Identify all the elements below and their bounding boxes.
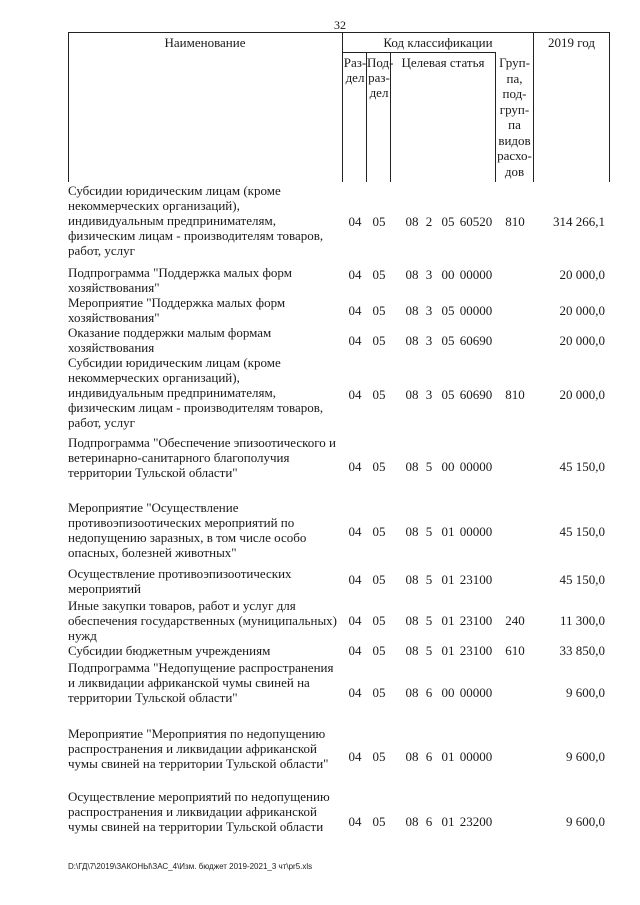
row-target-event: 01 <box>441 814 455 829</box>
row-sum: 11 300,0 <box>559 613 605 628</box>
row-sum: 45 150,0 <box>559 459 605 474</box>
row-target-program: 08 <box>405 749 419 764</box>
row-name: Подпрограмма "Поддержка малых форм хозяйствования" <box>68 265 292 295</box>
header-podrazdel: Под- раз- дел <box>367 55 394 100</box>
header-target: Целевая статья <box>401 55 485 70</box>
file-path-footer: D:\ГД\7\2019\ЗАКОНЫ\ЗАС_4\Изм. бюджет 2019-2021_3 чт\pr5.xls <box>68 862 313 871</box>
row-name: Мероприятие "Поддержка малых форм хозяйствования" <box>68 295 286 325</box>
row-razdel: 04 <box>348 643 362 658</box>
row-podrazdel: 05 <box>372 267 386 282</box>
row-razdel: 04 <box>348 572 362 587</box>
row-razdel: 04 <box>348 613 362 628</box>
row-name: Мероприятие "Мероприятия по недопущению распространения и ликвидации африканской чумы свиней на территории Тульской области" <box>68 726 329 771</box>
row-target-event: 01 <box>441 572 455 587</box>
row-sum: 20 000,0 <box>559 267 605 282</box>
code-sub-border <box>342 52 495 53</box>
row-sum: 9 600,0 <box>566 814 605 829</box>
row-group: 240 <box>505 613 525 628</box>
row-target-direction: 00000 <box>459 749 493 764</box>
row-target-direction: 00000 <box>459 685 493 700</box>
row-razdel: 04 <box>348 814 362 829</box>
page-number: 32 <box>334 18 346 32</box>
row-group: 610 <box>505 643 525 658</box>
row-podrazdel: 05 <box>372 459 386 474</box>
row-sum: 45 150,0 <box>559 572 605 587</box>
row-target-direction: 00000 <box>459 524 493 539</box>
row-sum: 20 000,0 <box>559 303 605 318</box>
row-target-direction: 23100 <box>459 572 493 587</box>
row-podrazdel: 05 <box>372 613 386 628</box>
row-name: Подпрограмма "Обеспечение эпизоотического и ветеринарно-санитарного благополучия территории Тульской области" <box>68 435 337 480</box>
row-sum: 20 000,0 <box>559 333 605 348</box>
row-target-direction: 23200 <box>459 814 493 829</box>
row-podrazdel: 05 <box>372 814 386 829</box>
row-target-event: 00 <box>441 267 455 282</box>
row-target-program: 08 <box>405 387 419 402</box>
row-razdel: 04 <box>348 333 362 348</box>
row-target-subprogram: 3 <box>425 333 433 348</box>
row-razdel: 04 <box>348 524 362 539</box>
row-podrazdel: 05 <box>372 749 386 764</box>
row-target-event: 05 <box>441 214 455 229</box>
header-left-border <box>68 32 69 182</box>
row-target-program: 08 <box>405 685 419 700</box>
row-target-program: 08 <box>405 303 419 318</box>
row-target-direction: 23100 <box>459 643 493 658</box>
header-year: 2019 год <box>548 35 595 50</box>
row-sum: 45 150,0 <box>559 524 605 539</box>
row-target-direction: 00000 <box>459 303 493 318</box>
row-target-program: 08 <box>405 333 419 348</box>
row-name: Осуществление противоэпизоотических мероприятий <box>68 566 292 596</box>
row-podrazdel: 05 <box>372 572 386 587</box>
row-target-direction: 00000 <box>459 459 493 474</box>
row-podrazdel: 05 <box>372 524 386 539</box>
row-target-program: 08 <box>405 459 419 474</box>
row-name: Мероприятие "Осуществление противоэпизоотических мероприятий по недопущению заразных, в том числе особо опасных, болезней животных" <box>68 500 307 560</box>
row-razdel: 04 <box>348 214 362 229</box>
row-target-subprogram: 2 <box>425 214 433 229</box>
row-target-program: 08 <box>405 267 419 282</box>
row-razdel: 04 <box>348 685 362 700</box>
row-razdel: 04 <box>348 387 362 402</box>
row-podrazdel: 05 <box>372 214 386 229</box>
row-target-subprogram: 6 <box>425 749 433 764</box>
row-target-direction: 60520 <box>459 214 493 229</box>
row-podrazdel: 05 <box>372 303 386 318</box>
row-sum: 33 850,0 <box>559 643 605 658</box>
row-target-subprogram: 3 <box>425 387 433 402</box>
header-group: Груп- па, под- груп- па видов расхо- дов <box>497 55 532 179</box>
table-header <box>68 32 610 182</box>
header-top-border <box>68 32 610 33</box>
row-group: 810 <box>505 214 525 229</box>
row-target-event: 01 <box>441 643 455 658</box>
row-target-subprogram: 5 <box>425 459 433 474</box>
row-sum: 9 600,0 <box>566 685 605 700</box>
row-name: Оказание поддержки малым формам хозяйствования <box>68 325 272 355</box>
row-target-program: 08 <box>405 214 419 229</box>
row-target-subprogram: 5 <box>425 572 433 587</box>
header-right-border <box>609 32 610 182</box>
row-target-subprogram: 5 <box>425 613 433 628</box>
row-name: Осуществление мероприятий по недопущению распространения и ликвидации африканской чумы свиней на территории Тульской области <box>68 789 330 834</box>
row-target-direction: 00000 <box>459 267 493 282</box>
row-target-subprogram: 6 <box>425 685 433 700</box>
row-target-direction: 23100 <box>459 613 493 628</box>
row-target-direction: 60690 <box>459 387 493 402</box>
row-target-subprogram: 6 <box>425 814 433 829</box>
row-razdel: 04 <box>348 459 362 474</box>
row-razdel: 04 <box>348 267 362 282</box>
row-podrazdel: 05 <box>372 387 386 402</box>
header-razdel: Раз- дел <box>343 55 367 85</box>
row-target-subprogram: 5 <box>425 643 433 658</box>
row-sum: 9 600,0 <box>566 749 605 764</box>
row-target-event: 01 <box>441 749 455 764</box>
row-name: Субсидии бюджетным учреждениям <box>68 643 271 658</box>
row-target-direction: 60690 <box>459 333 493 348</box>
row-name: Иные закупки товаров, работ и услуг для обеспечения государственных (муниципальных) нужд <box>68 598 338 643</box>
row-target-program: 08 <box>405 572 419 587</box>
row-sum: 20 000,0 <box>559 387 605 402</box>
row-podrazdel: 05 <box>372 643 386 658</box>
row-target-program: 08 <box>405 524 419 539</box>
row-target-subprogram: 5 <box>425 524 433 539</box>
row-target-event: 00 <box>441 685 455 700</box>
row-target-event: 05 <box>441 387 455 402</box>
row-target-event: 05 <box>441 303 455 318</box>
row-target-event: 01 <box>441 524 455 539</box>
row-name: Субсидии юридическим лицам (кроме некоммерческих организаций), индивидуальным предпринимателям, физическим лицам - производителям товаров, работ, услуг <box>68 355 324 430</box>
row-target-event: 05 <box>441 333 455 348</box>
row-target-program: 08 <box>405 643 419 658</box>
header-code: Код классификации <box>383 35 493 50</box>
row-group: 810 <box>505 387 525 402</box>
row-name: Подпрограмма "Недопущение распространения и ликвидации африканской чумы свиней на территории Тульской области" <box>68 660 334 705</box>
row-razdel: 04 <box>348 303 362 318</box>
row-sum: 314 266,1 <box>553 214 605 229</box>
row-podrazdel: 05 <box>372 333 386 348</box>
row-podrazdel: 05 <box>372 685 386 700</box>
row-target-subprogram: 3 <box>425 267 433 282</box>
header-divider <box>533 32 534 182</box>
row-target-subprogram: 3 <box>425 303 433 318</box>
row-razdel: 04 <box>348 749 362 764</box>
row-target-event: 00 <box>441 459 455 474</box>
header-name: Наименование <box>164 35 246 50</box>
row-target-program: 08 <box>405 814 419 829</box>
row-target-program: 08 <box>405 613 419 628</box>
row-target-event: 01 <box>441 613 455 628</box>
row-name: Субсидии юридическим лицам (кроме некоммерческих организаций), индивидуальным предпринимателям, физическим лицам - производителям товаров, работ, услуг <box>68 183 324 258</box>
